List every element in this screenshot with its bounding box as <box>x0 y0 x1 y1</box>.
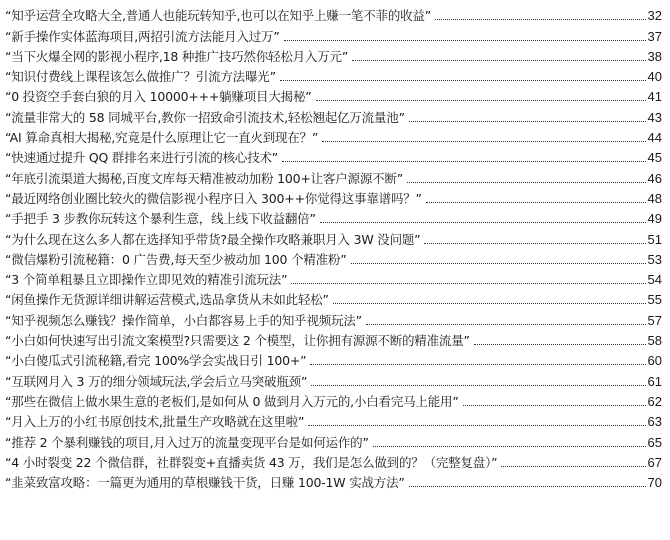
toc-entry[interactable] <box>5 250 662 270</box>
toc-entry-title: “年底引流渠道大揭秘,百度文库每天精准被动加粉 100+让客户源源不断” <box>5 170 404 186</box>
toc-entry[interactable] <box>5 87 662 107</box>
dot-leader <box>474 343 646 345</box>
dot-leader <box>435 18 646 20</box>
toc-entry-title: “新手操作实体蓝海项目,两招引流方法能月入过万” <box>5 28 280 44</box>
toc-entry-title: “知乎视频怎么赚钱？操作简单，小白都容易上手的知乎视频玩法” <box>5 312 362 328</box>
toc-entry-title: “0 投资空手套白狼的月入 10000+++躺赚项目大揭秘” <box>5 89 312 105</box>
toc-entry[interactable] <box>5 107 662 127</box>
toc-entry[interactable] <box>5 128 662 148</box>
toc-entry-title: “韭菜致富攻略：一篇更为通用的草根赚钱干货，日赚 100-1W 实战方法” <box>5 475 405 491</box>
dot-leader <box>373 445 646 447</box>
dot-leader <box>280 79 646 81</box>
toc-entry[interactable] <box>5 270 662 290</box>
toc-entry-page-number: 41 <box>647 89 662 105</box>
toc-entry[interactable] <box>5 371 662 391</box>
toc-entry[interactable] <box>5 453 662 473</box>
toc-entry[interactable] <box>5 290 662 310</box>
toc-entry-title: “快速通过提升 QQ 群排名来进行引流的核心技术” <box>5 150 279 166</box>
toc-entry-page-number: 51 <box>647 231 662 247</box>
toc-entry[interactable] <box>5 392 662 412</box>
toc-entry-title: “当下火爆全网的影视小程序,18 种推广技巧然你轻松月入万元” <box>5 48 349 64</box>
toc-entry-page-number: 38 <box>647 48 662 64</box>
dot-leader <box>424 242 645 244</box>
toc-entry-title: “小白如何快速写出引流文案模型?只需要这 2 个模型，让你拥有源源不断的精准流量” <box>5 333 470 349</box>
toc-entry-page-number: 44 <box>647 130 662 146</box>
toc-entry[interactable] <box>5 473 662 493</box>
toc-entry-page-number: 58 <box>647 333 662 349</box>
toc-entry[interactable] <box>5 189 662 209</box>
toc-entry-title: “知乎运营全攻略大全,普通人也能玩转知乎,也可以在知乎上赚一笔不菲的收益” <box>5 8 432 24</box>
toc-entry-title: “流量非常大的 58 同城平台,教你一招致命引流技术,轻松翘起亿万流量池” <box>5 109 405 125</box>
dot-leader <box>322 140 645 142</box>
toc-entry-page-number: 45 <box>647 150 662 166</box>
toc-entry-page-number: 32 <box>647 8 662 24</box>
dot-leader <box>426 201 646 203</box>
toc-entry-page-number: 49 <box>647 211 662 227</box>
dot-leader <box>311 384 645 386</box>
toc-entry[interactable] <box>5 26 662 46</box>
toc-entry-title: “推荐 2 个暴利赚钱的项目,月入过万的流量变现平台是如何运作的” <box>5 434 369 450</box>
toc-entry[interactable] <box>5 67 662 87</box>
toc-entry-title: “月入上万的小红书原创技术,批量生产攻略就在这里啦” <box>5 414 305 430</box>
dot-leader <box>407 181 645 183</box>
toc-entry[interactable] <box>5 47 662 67</box>
toc-entry[interactable] <box>5 310 662 330</box>
dot-leader <box>352 59 645 61</box>
toc-entry-page-number: 62 <box>647 393 662 409</box>
toc-entry-title: “闲鱼操作无货源详细讲解运营模式,选品拿货从未如此轻松” <box>5 292 329 308</box>
toc-entry-title: “AI 算命真相大揭秘,究竟是什么原理让它一直火到现在？” <box>5 130 319 146</box>
dot-leader <box>308 424 645 426</box>
toc-entry[interactable] <box>5 412 662 432</box>
dot-leader <box>366 323 646 325</box>
toc-entry-title: “4 小时裂变 22 个微信群，社群裂变+直播卖货 43 万，我们是怎么做到的？（完整复盘）” <box>5 454 498 470</box>
toc-entry-page-number: 70 <box>647 475 662 491</box>
toc-entry[interactable] <box>5 331 662 351</box>
dot-leader <box>320 221 646 223</box>
dot-leader <box>501 465 645 467</box>
toc-entry-title: “微信爆粉引流秘籍：0 广告费,每天至少被动加 100 个精准粉” <box>5 251 347 267</box>
toc-entry-page-number: 40 <box>647 69 662 85</box>
dot-leader <box>333 302 646 304</box>
toc-entry[interactable] <box>5 432 662 452</box>
toc-entry-page-number: 67 <box>647 454 662 470</box>
toc-entry[interactable] <box>5 229 662 249</box>
dot-leader <box>310 363 645 365</box>
toc-entry-title: “最近网络创业圈比较火的微信影视小程序日入 300++你觉得这事靠谱吗？” <box>5 190 422 206</box>
toc-entry-title: “3 个简单粗暴且立即操作立即见效的精准引流玩法” <box>5 272 288 288</box>
toc-entry[interactable] <box>5 209 662 229</box>
toc-entry-title: “知识付费线上课程该怎么做推广？引流方法曝光” <box>5 69 276 85</box>
toc-entry-page-number: 63 <box>647 414 662 430</box>
toc-entry-page-number: 61 <box>647 373 662 389</box>
toc-entry-page-number: 65 <box>647 434 662 450</box>
toc-entry-title: “为什么现在这么多人都在选择知乎带货?最全操作攻略兼职月入 3W 没问题” <box>5 231 421 247</box>
toc-entry-page-number: 37 <box>647 28 662 44</box>
dot-leader <box>291 282 645 284</box>
dot-leader <box>409 120 646 122</box>
dot-leader <box>284 39 646 41</box>
toc-entry-title: “手把手 3 步教你玩转这个暴利生意，线上线下收益翻倍” <box>5 211 316 227</box>
dot-leader <box>282 160 645 162</box>
dot-leader <box>316 99 646 101</box>
toc-entry-page-number: 48 <box>647 190 662 206</box>
toc-entry-page-number: 55 <box>647 292 662 308</box>
dot-leader <box>351 262 646 264</box>
toc-entry-page-number: 60 <box>647 353 662 369</box>
dot-leader <box>463 404 646 406</box>
dot-leader <box>409 485 646 487</box>
toc-entry-page-number: 54 <box>647 272 662 288</box>
toc-entry-title: “那些在微信上做水果生意的老板们,是如何从 0 做到月入万元的,小白看完马上能用” <box>5 393 459 409</box>
toc-entry[interactable] <box>5 6 662 26</box>
toc-entry-page-number: 53 <box>647 251 662 267</box>
toc-entry-page-number: 46 <box>647 170 662 186</box>
toc-entry-page-number: 57 <box>647 312 662 328</box>
toc-entry[interactable] <box>5 351 662 371</box>
table-of-contents <box>5 6 662 493</box>
toc-entry-title: “小白傻瓜式引流秘籍,看完 100%学会实战日引 100+” <box>5 353 307 369</box>
toc-entry-page-number: 43 <box>647 109 662 125</box>
toc-entry[interactable] <box>5 168 662 188</box>
toc-entry[interactable] <box>5 148 662 168</box>
toc-entry-title: “互联网月入 3 万的细分领域玩法,学会后立马突破瓶颈” <box>5 373 308 389</box>
